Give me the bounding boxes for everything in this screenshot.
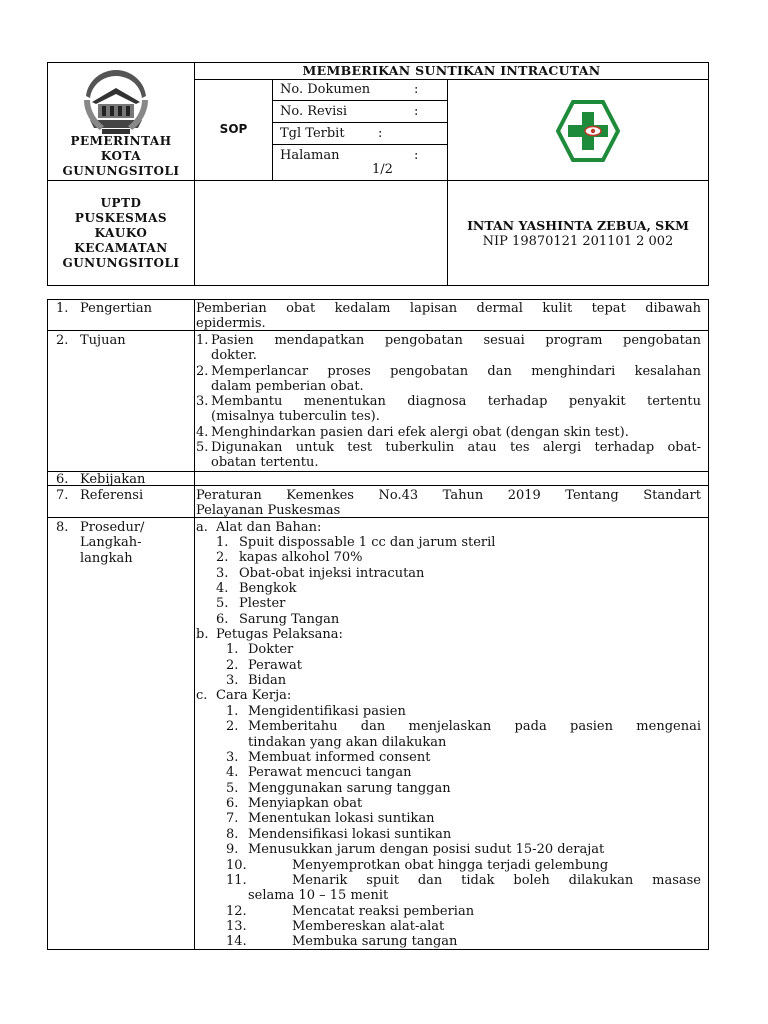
- list-item-number: 5.: [226, 781, 239, 796]
- section-marker: a.: [196, 520, 208, 535]
- tujuan-item-text: Menghindarkan pasien dari efek alergi obat (dengan skin test).: [211, 425, 629, 440]
- referensi-text-line: Pelayanan Puskesmas: [196, 503, 341, 518]
- row-label-prosedur: Langkah-: [80, 535, 142, 550]
- list-item-text: Menggunakan sarung tanggan: [248, 781, 451, 796]
- list-item-number: 3.: [216, 566, 229, 581]
- row-number: 7.: [56, 488, 69, 503]
- tujuan-item-text: obatan tertentu.: [211, 455, 319, 470]
- list-item-number: 2.: [226, 658, 239, 673]
- section-title: Petugas Pelaksana:: [216, 627, 343, 642]
- no-dokumen-label: No. Dokumen: [280, 82, 371, 97]
- list-item-number: 3.: [226, 673, 239, 688]
- halaman-label: Halaman: [280, 148, 340, 163]
- list-item-number: 5.: [216, 596, 229, 611]
- section-marker: c.: [196, 688, 208, 703]
- tujuan-item-text: dalam pemberian obat.: [211, 379, 364, 394]
- tujuan-item-text: dokter.: [211, 348, 257, 363]
- row-number: 1.: [56, 301, 69, 316]
- unit-name-line-5: GUNUNGSITOLI: [62, 256, 180, 270]
- list-item-number: 2.: [216, 550, 229, 565]
- tgl-terbit-colon: :: [378, 126, 383, 141]
- list-item-text: Membuat informed consent: [248, 750, 431, 765]
- tujuan-item-number: 4.: [196, 425, 209, 440]
- list-item-text: Obat-obat injeksi intracutan: [239, 566, 425, 581]
- document-title: MEMBERIKAN SUNTIKAN INTRACUTAN: [302, 63, 601, 78]
- list-item-text: Sarung Tangan: [239, 612, 340, 627]
- list-item-number: 6.: [226, 796, 239, 811]
- list-item-text: Mendensifikasi lokasi suntikan: [248, 827, 452, 842]
- list-item-text: kapas alkohol 70%: [239, 550, 363, 565]
- sop-label: SOP: [219, 122, 248, 136]
- halaman-colon: :: [414, 148, 419, 163]
- org-name-line-2: KOTA: [100, 149, 142, 163]
- section-title: Alat dan Bahan:: [216, 520, 322, 535]
- pengertian-text-line: Pemberian obat kedalam lapisan dermal kulit tepat dibawah: [196, 301, 701, 316]
- list-item-text: Perawat: [248, 658, 302, 673]
- row-number: 8.: [56, 520, 69, 535]
- list-item-number: 11.: [226, 873, 247, 888]
- section-marker: b.: [196, 627, 209, 642]
- list-item-text: Menyiapkan obat: [248, 796, 363, 811]
- list-item-text: Dokter: [248, 642, 294, 657]
- list-item-number: 3.: [226, 750, 239, 765]
- list-item-number: 1.: [226, 642, 239, 657]
- list-item-number: 9.: [226, 842, 239, 857]
- org-name-line-3: GUNUNGSITOLI: [62, 164, 180, 178]
- list-item-number: 10.: [226, 858, 247, 873]
- list-item-text: Bengkok: [239, 581, 297, 596]
- list-item-number: 7.: [226, 811, 239, 826]
- tujuan-item-text: Digunakan untuk test tuberkulin atau tes alergi terhadap obat-: [211, 440, 701, 455]
- row-label-kebijakan: Kebijakan: [80, 472, 146, 487]
- tujuan-item-text: Membantu menentukan diagnosa terhadap penyakit tertentu: [211, 394, 701, 409]
- signer-nip: NIP 19870121 201101 2 002: [482, 234, 674, 249]
- row-label-tujuan: Tujuan: [80, 333, 126, 348]
- list-item-text: Plester: [239, 596, 286, 611]
- halaman-value: 1/2: [372, 162, 393, 177]
- referensi-text-line: Peraturan Kemenkes No.43 Tahun 2019 Tentang Standart: [196, 488, 701, 503]
- list-item-text: Perawat mencuci tangan: [248, 765, 412, 780]
- list-item-text: Spuit dispossable 1 cc dan jarum steril: [239, 535, 496, 550]
- tujuan-item-text: Pasien mendapatkan pengobatan sesuai program pengobatan: [211, 333, 701, 348]
- list-item-number: 8.: [226, 827, 239, 842]
- list-item-number: 13.: [226, 919, 247, 934]
- list-item-text: Mencatat reaksi pemberian: [292, 904, 475, 919]
- tujuan-item-number: 1.: [196, 333, 209, 348]
- unit-name-line-1: UPTD: [100, 196, 142, 210]
- tujuan-item-number: 5.: [196, 440, 209, 455]
- city-emblem-icon: [80, 68, 152, 136]
- unit-name-line-4: KECAMATAN: [74, 241, 168, 255]
- no-revisi-label: No. Revisi: [280, 104, 348, 119]
- row-number: 6.: [56, 472, 69, 487]
- tujuan-item-text: Memperlancar proses pengobatan dan menghindari kesalahan: [211, 364, 701, 379]
- list-item-number: 6.: [216, 612, 229, 627]
- list-item-number: 4.: [226, 765, 239, 780]
- list-item-number: 1.: [216, 535, 229, 550]
- list-item-text: Memberitahu dan menjelaskan pada pasien mengenai: [248, 719, 701, 734]
- list-item-text: selama 10 – 15 menit: [248, 888, 389, 903]
- unit-name-line-3: KAUKO: [94, 226, 148, 240]
- list-item-number: 2.: [226, 719, 239, 734]
- row-label-prosedur: Prosedur/: [80, 520, 145, 535]
- section-title: Cara Kerja:: [216, 688, 292, 703]
- list-item-text: Menusukkan jarum dengan posisi sudut 15-20 derajat: [248, 842, 605, 857]
- tujuan-item-number: 2.: [196, 364, 209, 379]
- pengertian-text-line: epidermis.: [196, 316, 266, 331]
- row-label-pengertian: Pengertian: [80, 301, 152, 316]
- list-item-text: Bidan: [248, 673, 287, 688]
- no-dokumen-colon: :: [414, 82, 419, 97]
- puskesmas-logo-icon: [556, 100, 620, 162]
- list-item-number: 1.: [226, 704, 239, 719]
- list-item-text: Membereskan alat-alat: [292, 919, 445, 934]
- row-label-prosedur: langkah: [80, 551, 133, 566]
- unit-name-line-2: PUSKESMAS: [74, 211, 168, 225]
- list-item-number: 12.: [226, 904, 247, 919]
- list-item-text: tindakan yang akan dilakukan: [248, 735, 447, 750]
- tgl-terbit-label: Tgl Terbit: [280, 126, 345, 141]
- row-number: 2.: [56, 333, 69, 348]
- tujuan-item-text: (misalnya tuberculin tes).: [211, 409, 380, 424]
- signer-name: INTAN YASHINTA ZEBUA, SKM: [467, 218, 689, 233]
- tujuan-item-number: 3.: [196, 394, 209, 409]
- list-item-text: Menyemprotkan obat hingga terjadi gelembung: [292, 858, 609, 873]
- list-item-number: 4.: [216, 581, 229, 596]
- no-revisi-colon: :: [414, 104, 419, 119]
- org-name-line-1: PEMERINTAH: [70, 134, 172, 148]
- list-item-text: Menentukan lokasi suntikan: [248, 811, 435, 826]
- list-item-number: 14.: [226, 934, 247, 949]
- list-item-text: Menarik spuit dan tidak boleh dilakukan masase: [292, 873, 701, 888]
- list-item-text: Mengidentifikasi pasien: [248, 704, 406, 719]
- list-item-text: Membuka sarung tangan: [292, 934, 458, 949]
- row-label-referensi: Referensi: [80, 488, 144, 503]
